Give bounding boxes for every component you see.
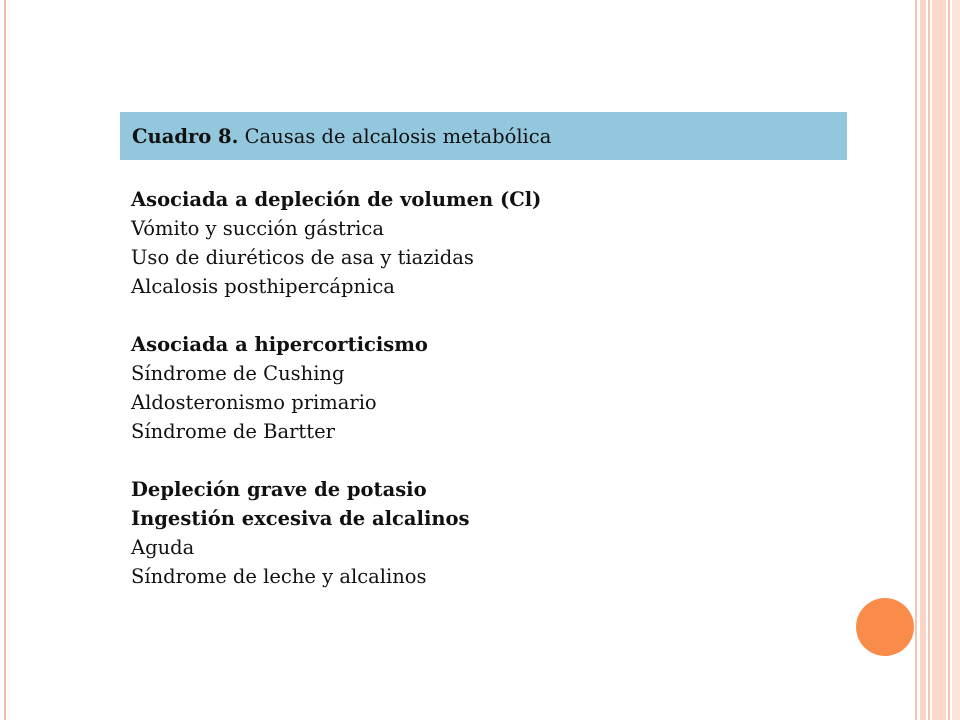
section-heading-hypercorticism: Asociada a hipercorticismo <box>131 333 428 356</box>
spacer <box>131 446 831 475</box>
caption-title: Causas de alcalosis metabólica <box>238 124 552 148</box>
right-stripe <box>928 0 930 720</box>
right-stripe <box>932 0 946 720</box>
list-item: Alcalosis posthipercápnica <box>131 275 395 298</box>
spacer <box>131 301 831 330</box>
left-border-line <box>4 0 6 720</box>
causes-list <box>131 185 831 591</box>
right-stripe <box>948 0 950 720</box>
list-item: Uso de diuréticos de asa y tiazidas <box>131 246 474 269</box>
section-heading-potassium-depletion: Depleción grave de potasio <box>131 478 427 501</box>
list-item: Vómito y succión gástrica <box>131 217 384 240</box>
list-item: Aguda <box>131 536 195 559</box>
list-item: Síndrome de leche y alcalinos <box>131 565 427 588</box>
decorative-circle-icon <box>856 598 914 656</box>
table-caption-header <box>120 112 847 160</box>
list-item: Aldosteronismo primario <box>131 391 377 414</box>
right-stripe <box>915 0 917 720</box>
right-stripe <box>952 0 960 720</box>
caption-number: Cuadro 8. <box>132 124 239 148</box>
list-item: Síndrome de Cushing <box>131 362 345 385</box>
list-item: Síndrome de Bartter <box>131 420 335 443</box>
section-heading-volume-depletion: Asociada a depleción de volumen (Cl) <box>131 188 542 211</box>
section-heading-alkali-ingestion: Ingestión excesiva de alcalinos <box>131 507 470 530</box>
right-stripe <box>920 0 926 720</box>
